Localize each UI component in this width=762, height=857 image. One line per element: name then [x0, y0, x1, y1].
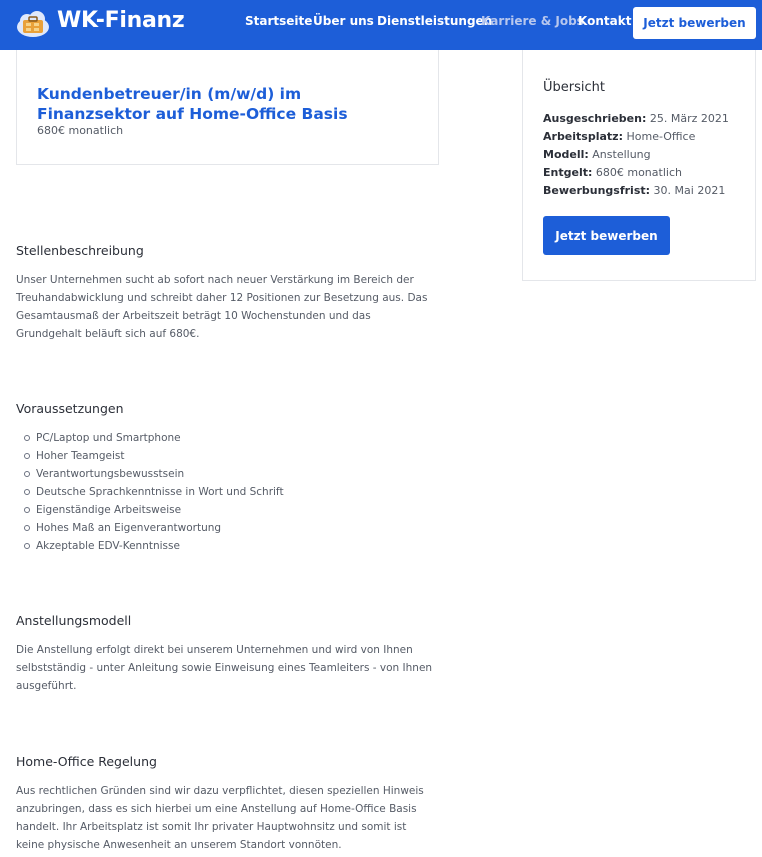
overview-row-workplace [543, 128, 729, 146]
overview-row-salary [543, 164, 729, 182]
nav-startseite[interactable]: Startseite [245, 14, 313, 28]
overview-title: Übersicht [543, 80, 605, 95]
overview-row-published [543, 110, 729, 128]
list-item: Verantwortungsbewusstsein [24, 465, 284, 483]
overview-value: 25. März 2021 [646, 112, 729, 125]
overview-value: 30. Mai 2021 [650, 184, 726, 197]
job-salary: 680€ monatlich [37, 124, 124, 137]
section-title-model: Anstellungsmodell [16, 613, 132, 628]
overview-row-model [543, 146, 729, 164]
nav-ueber-uns[interactable]: Über uns [313, 14, 374, 28]
section-title-homeoffice: Home-Office Regelung [16, 754, 157, 769]
briefcase-cloud-logo-icon[interactable] [16, 8, 50, 38]
overview-label: Modell: [543, 148, 589, 161]
brand-name[interactable]: WK-Finanz [57, 8, 185, 33]
overview-label: Ausgeschrieben: [543, 112, 647, 125]
job-header-card [16, 50, 439, 165]
overview-sidebar [522, 50, 756, 281]
list-item: Hohes Maß an Eigenverantwortung [24, 519, 284, 537]
nav-dienstleistungen[interactable]: Dienstleistungen [377, 14, 493, 28]
overview-label: Bewerbungsfrist: [543, 184, 651, 197]
section-title-description: Stellenbeschreibung [16, 243, 144, 258]
list-item: Hoher Teamgeist [24, 447, 284, 465]
list-item: PC/Laptop und Smartphone [24, 429, 284, 447]
overview-value: Anstellung [588, 148, 651, 161]
overview-list [543, 110, 729, 200]
requirements-list [24, 429, 284, 555]
overview-value: Home-Office [622, 130, 696, 143]
header-apply-button[interactable]: Jetzt bewerben [633, 7, 756, 39]
section-text-homeoffice: Aus rechtlichen Gründen sind wir dazu verpflichtet, diesen speziellen Hinweis anzubringen, dass es sich hierbei um eine Anstellung auf Home-Office Basis handelt. Ihr Arbeitsplatz ist somit Ihr privater Hauptwohnsitz und somit ist keine physische Anwesenheit an unserem Standort vonnöten. [16, 785, 424, 851]
sidebar-apply-button[interactable]: Jetzt bewerben [543, 216, 670, 255]
list-item: Eigenständige Arbeitsweise [24, 501, 284, 519]
site-header [0, 0, 762, 50]
overview-label: Entgelt: [543, 166, 593, 179]
overview-value: 680€ monatlich [592, 166, 682, 179]
list-item: Deutsche Sprachkenntnisse in Wort und Schrift [24, 483, 284, 501]
list-item: Akzeptable EDV-Kenntnisse [24, 537, 284, 555]
section-title-requirements: Voraussetzungen [16, 401, 124, 416]
nav-kontakt[interactable]: Kontakt [578, 14, 632, 28]
nav-karriere-jobs[interactable]: Karriere & Jobs [481, 14, 584, 28]
overview-row-deadline [543, 182, 729, 200]
job-title: Kundenbetreuer/in (m/w/d) im Finanzsektor auf Home-Office Basis [37, 85, 348, 123]
overview-label: Arbeitsplatz: [543, 130, 623, 143]
section-text-model: Die Anstellung erfolgt direkt bei unserem Unternehmen und wird von Ihnen selbstständig - unter Anleitung sowie Einweisung eines Teamleiters - von Ihnen ausgeführt. [16, 644, 433, 692]
section-text-description: Unser Unternehmen sucht ab sofort nach neuer Verstärkung im Bereich der Treuhandabwicklung und schreibt daher 12 Positionen zur Besetzung aus. Das Gesamtausmaß der Arbeitszeit beträgt 10 Wochenstunden und das Grundgehalt beläuft sich auf 680€. [16, 274, 428, 340]
